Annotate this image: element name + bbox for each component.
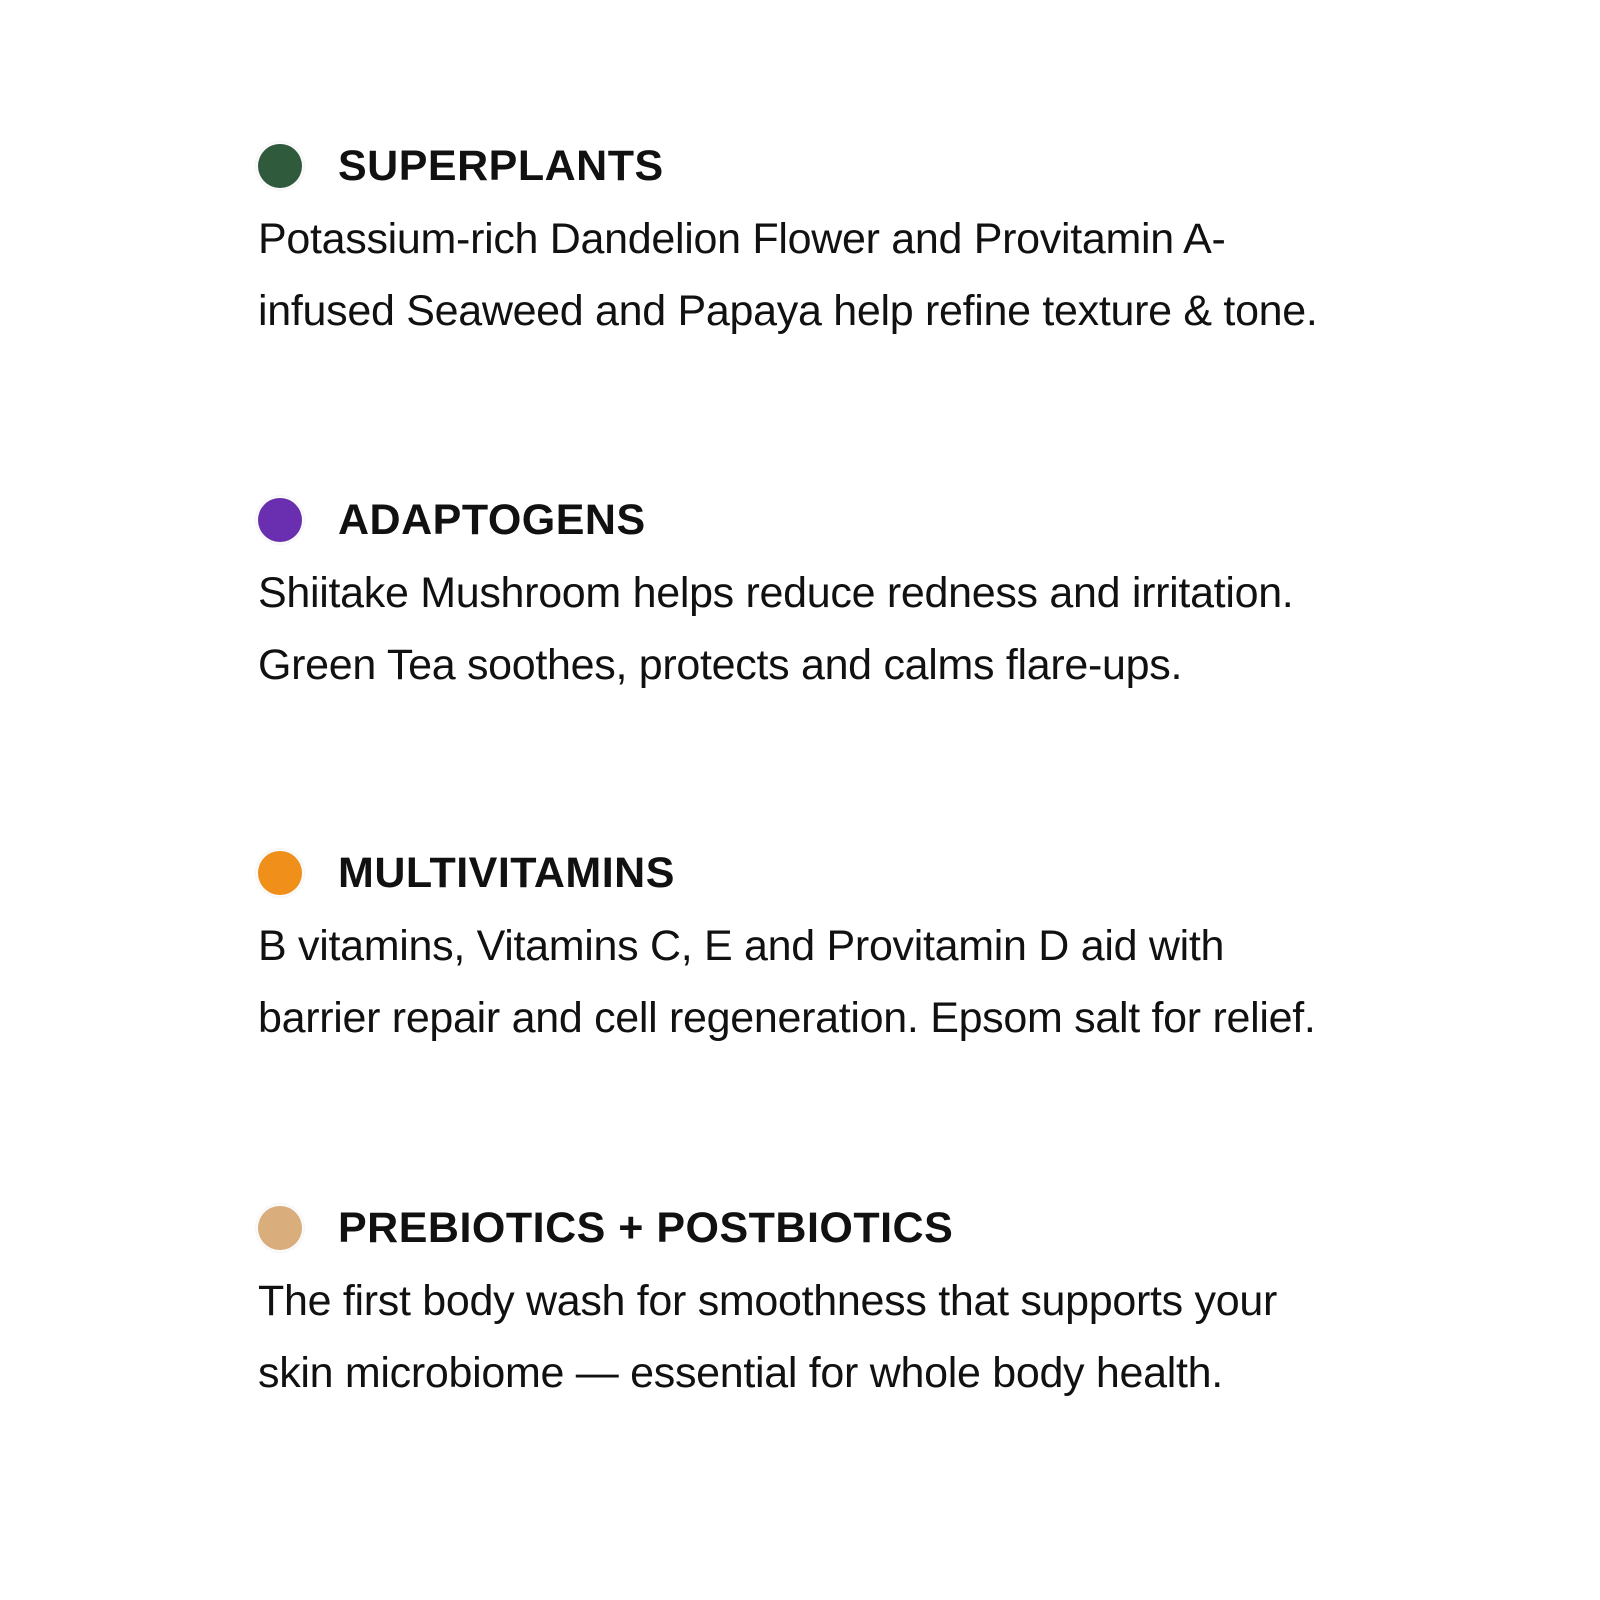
ingredient-title: ADAPTOGENS bbox=[338, 496, 646, 544]
ingredient-description: Potassium-rich Dandelion Flower and Provitamin A-infused Seaweed and Papaya help refine texture & tone. bbox=[258, 215, 1318, 335]
green-blob-icon bbox=[258, 144, 302, 188]
ingredient-description: B vitamins, Vitamins C, E and Provitamin D aid with barrier repair and cell regeneration. Epsom salt for relief. bbox=[258, 922, 1316, 1042]
ingredient-header bbox=[258, 842, 1338, 904]
ingredient-title: MULTIVITAMINS bbox=[338, 849, 675, 897]
tan-blob-icon bbox=[258, 1206, 302, 1250]
ingredient-adaptogens bbox=[258, 489, 1338, 701]
ingredient-title: SUPERPLANTS bbox=[338, 142, 664, 190]
orange-blob-icon bbox=[258, 851, 302, 895]
ingredient-header bbox=[258, 489, 1338, 551]
ingredient-description: The first body wash for smoothness that supports your skin microbiome — essential for whole body health. bbox=[258, 1277, 1277, 1397]
ingredient-header bbox=[258, 135, 1338, 197]
ingredient-prebiotics-postbiotics bbox=[258, 1197, 1338, 1409]
ingredient-description: Shiitake Mushroom helps reduce redness and irritation. Green Tea soothes, protects and calms flare-ups. bbox=[258, 569, 1294, 689]
ingredient-title: PREBIOTICS + POSTBIOTICS bbox=[338, 1204, 954, 1252]
ingredient-superplants bbox=[258, 135, 1338, 347]
ingredient-multivitamins bbox=[258, 842, 1338, 1054]
ingredient-header bbox=[258, 1197, 1338, 1259]
purple-blob-icon bbox=[258, 498, 302, 542]
